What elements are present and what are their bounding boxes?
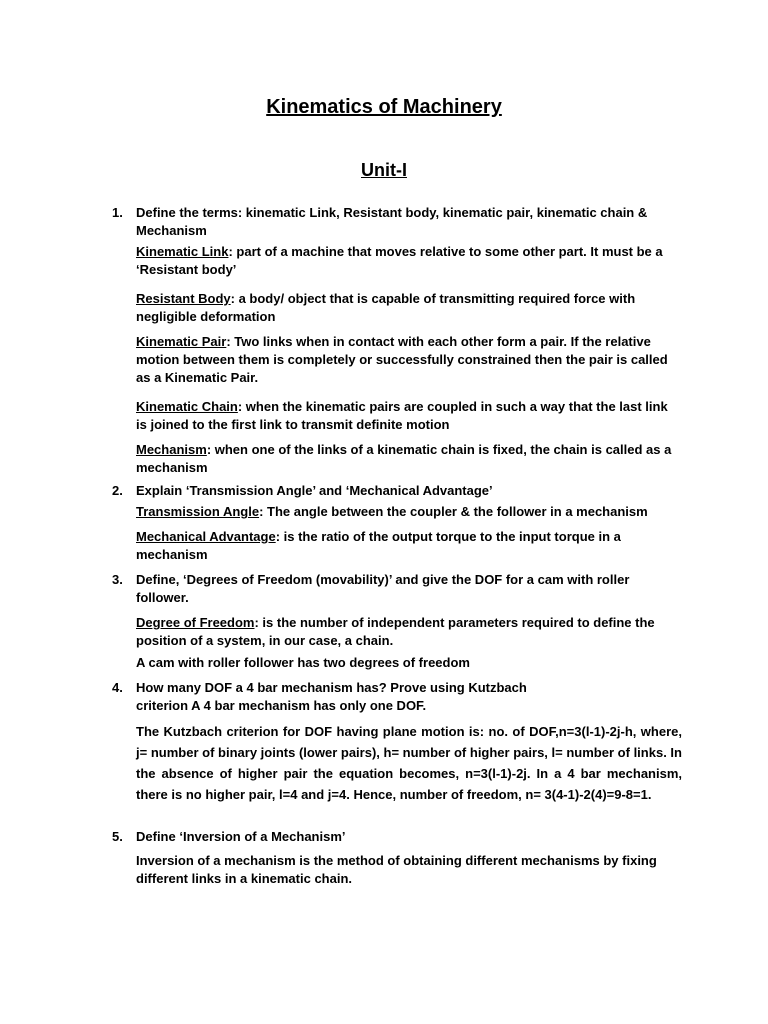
- unit-heading: Unit-I: [361, 160, 407, 180]
- question-text: Explain ‘Transmission Angle’ and ‘Mechanical Advantage’: [136, 483, 493, 498]
- term-label: Mechanical Advantage: [136, 529, 276, 544]
- question-text: Define the terms: kinematic Link, Resistant body, kinematic pair, kinematic chain & Mechanism: [136, 205, 648, 238]
- question-text: Define, ‘Degrees of Freedom (movability)’ and give the DOF for a cam with roller follower.: [136, 572, 630, 605]
- answer-cam-dof: [136, 654, 682, 672]
- answer-resistant-body: [136, 290, 682, 326]
- question-number: 2.: [112, 483, 123, 498]
- term-label: Degree of Freedom: [136, 615, 255, 630]
- answer-inversion: [136, 852, 682, 888]
- definition-text: : is the ratio of the output torque to the input torque in a mechanism: [136, 529, 621, 562]
- question-number: 1.: [112, 205, 123, 220]
- term-label: Kinematic Pair: [136, 334, 227, 349]
- definition-text: : when one of the links of a kinematic chain is fixed, the chain is called as a mechanism: [136, 442, 672, 475]
- question-number: 3.: [112, 572, 123, 587]
- term-label: Transmission Angle: [136, 504, 260, 519]
- answer-mechanical-advantage: [136, 528, 682, 564]
- definition-text: : when the kinematic pairs are coupled in such a way that the last link is joined to the first link to transmit definite motion: [136, 399, 668, 432]
- term-label: Kinematic Chain: [136, 399, 238, 414]
- definition-text: : Two links when in contact with each other form a pair. If the relative motion between them is completely or successfully constrained then the pair is called as a Kinematic Pair.: [136, 334, 668, 385]
- answer-text: The Kutzbach criterion for DOF having plane motion is: no. of DOF,n=3(l-1)-2j-h, where, j= number of binary joints (lower pairs), h= number of higher pairs, l= number of links. In the absence of higher pair the equation becomes, n=3(l-1)-2j. In a 4 bar mechanism, there is no higher pair, l=4 and j=4. Hence, number of freedom, n= 3(4-1)-2(4)=9-8=1.: [136, 724, 682, 802]
- statement-text: A cam with roller follower has two degrees of freedom: [136, 655, 470, 670]
- answer-kinematic-link: [136, 243, 682, 279]
- answer-degree-of-freedom: [136, 614, 682, 650]
- question-2: [112, 482, 682, 500]
- question-text-line-2: criterion A 4 bar mechanism has only one DOF.: [136, 698, 427, 713]
- question-number: 4.: [112, 680, 123, 695]
- definition-text: : The angle between the coupler & the follower in a mechanism: [259, 504, 648, 519]
- question-4: [112, 679, 682, 715]
- answer-kinematic-chain: [136, 398, 682, 434]
- answer-transmission-angle: [136, 503, 682, 521]
- answer-kinematic-pair: [136, 333, 682, 387]
- term-label: Mechanism: [136, 442, 207, 457]
- question-text-line-1: How many DOF a 4 bar mechanism has? Prove using Kutzbach: [136, 680, 527, 695]
- question-5: [112, 828, 682, 846]
- definition-text: : is the number of independent parameters required to define the position of a system, in our case, a chain.: [136, 615, 655, 648]
- question-1: [112, 204, 682, 240]
- question-3: [112, 571, 682, 607]
- answer-mechanism: [136, 441, 682, 477]
- term-label: Resistant Body: [136, 291, 231, 306]
- answer-kutzbach: [136, 721, 682, 805]
- question-text: Define ‘Inversion of a Mechanism’: [136, 829, 346, 844]
- definition-text: : part of a machine that moves relative to some other part. It must be a ‘Resistant body’: [136, 244, 663, 277]
- question-number: 5.: [112, 829, 123, 844]
- definition-text: : a body/ object that is capable of transmitting required force with negligible deformation: [136, 291, 636, 324]
- document-title: Kinematics of Machinery: [266, 96, 502, 118]
- term-label: Kinematic Link: [136, 244, 229, 259]
- answer-text: Inversion of a mechanism is the method of obtaining different mechanisms by fixing different links in a kinematic chain.: [136, 853, 657, 886]
